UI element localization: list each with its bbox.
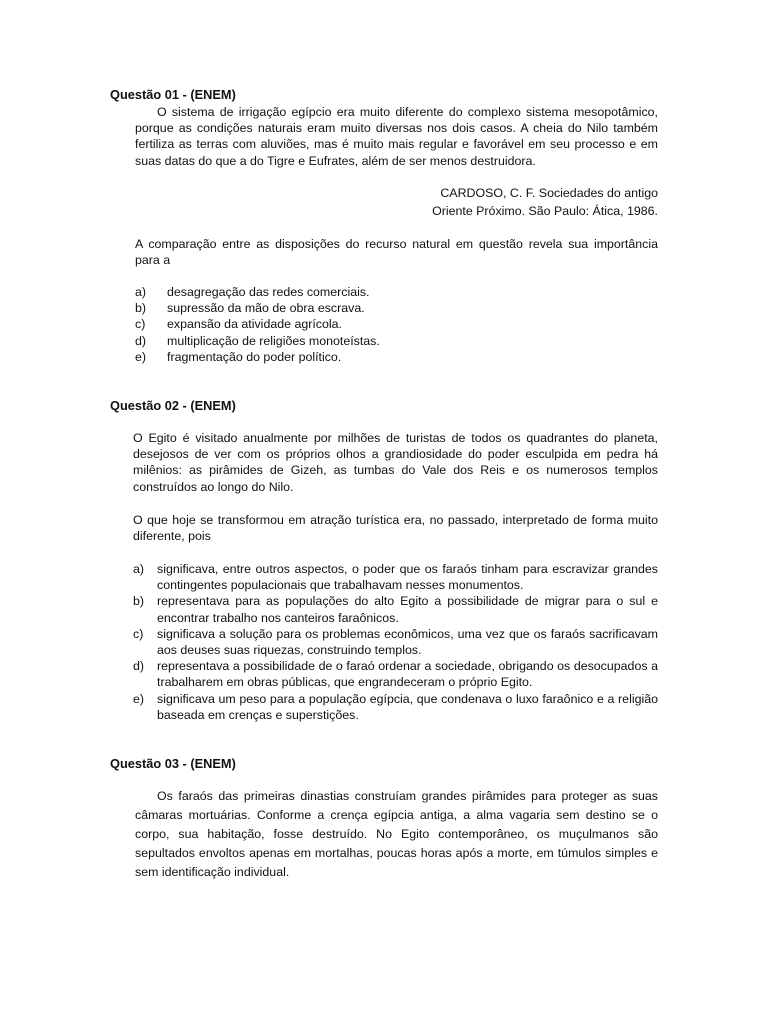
question-01-citation-line-1: CARDOSO, C. F. Sociedades do antigo — [440, 186, 658, 200]
question-01-title: Questão 01 - (ENEM) — [110, 87, 236, 102]
option-e[interactable] — [133, 691, 658, 723]
question-02-prompt: O que hoje se transformou em atração turística era, no passado, interpretado de forma muito diferente, pois — [133, 513, 658, 544]
option-letter: e) — [135, 349, 147, 364]
option-d[interactable] — [135, 333, 658, 349]
question-01-citation-line-2: Oriente Próximo. São Paulo: Ática, 1986. — [432, 204, 658, 218]
option-text: fragmentação do poder político. — [167, 349, 342, 364]
question-01-prompt: A comparação entre as disposições do recurso natural em questão revela sua importância para a — [135, 237, 658, 268]
option-a[interactable] — [135, 284, 658, 300]
question-03-text: Os faraós das primeiras dinastias construíam grandes pirâmides para proteger as suas câmaras mortuárias. Conforme a crença egípcia antiga, a alma vagaria sem destino se o corpo, sua habitação, fosse destruído. No Egito contemporâneo, os muçulmanos são sepultados envoltos apenas em mortalhas, poucas horas após a morte, em túmulos simples e sem identificação individual. — [135, 789, 658, 879]
option-letter: c) — [135, 317, 146, 332]
option-b[interactable] — [133, 593, 658, 625]
question-02-title: Questão 02 - (ENEM) — [110, 398, 236, 413]
option-letter: c) — [133, 626, 144, 641]
question-03-title: Questão 03 - (ENEM) — [110, 756, 236, 771]
option-letter: d) — [135, 333, 147, 348]
option-c[interactable] — [135, 316, 658, 332]
option-letter: d) — [133, 659, 145, 674]
option-text: expansão da atividade agrícola. — [167, 317, 342, 332]
option-d[interactable] — [133, 658, 658, 690]
option-c[interactable] — [133, 626, 658, 658]
question-02-options — [133, 561, 658, 723]
option-letter: b) — [133, 594, 145, 609]
option-text: supressão da mão de obra escrava. — [167, 301, 365, 316]
option-text: significava a solução para os problemas econômicos, uma vez que os faraós sacrificavam aos deuses suas riquezas, construindo templos. — [157, 626, 658, 658]
question-02-text: O Egito é visitado anualmente por milhões de turistas de todos os quadrantes do planeta, desejosos de ver com os próprios olhos a grandiosidade do poder esculpida em pedra há milênios: as pirâmides de Gizeh, as tumbas do Vale dos Reis e os numerosos templos construídos ao longo do Nilo. — [133, 431, 658, 494]
option-text: representava para as populações do alto Egito a possibilidade de migrar para o sul e encontrar trabalho nos canteiros faraônicos. — [157, 594, 658, 625]
option-letter: e) — [133, 691, 145, 706]
option-b[interactable] — [135, 300, 658, 316]
option-text: desagregação das redes comerciais. — [167, 285, 370, 299]
option-a[interactable] — [133, 561, 658, 593]
question-01-options — [135, 284, 658, 365]
option-text: representava a possibilidade de o faraó ordenar a sociedade, obrigando os desocupados a trabalharem em obras públicas, que engrandeceram o próprio Egito. — [157, 659, 658, 690]
option-letter: a) — [133, 562, 145, 576]
option-e[interactable] — [135, 349, 658, 365]
option-letter: a) — [135, 285, 147, 299]
option-text: significava um peso para a população egípcia, que condenava o luxo faraônico e a religião baseada em crenças e superstições. — [157, 691, 658, 722]
option-letter: b) — [135, 301, 147, 316]
option-text: multiplicação de religiões monoteístas. — [167, 333, 380, 348]
option-text: significava, entre outros aspectos, o poder que os faraós tinham para escravizar grandes contingentes populacionais que trabalhavam nesses monumentos. — [157, 562, 658, 593]
question-01-text: O sistema de irrigação egípcio era muito diferente do complexo sistema mesopotâmico, porque as condições naturais eram muito diversas nos dois casos. A cheia do Nilo também fertiliza as terras com aluviões, mas é muito mais regular e favorável em seu processo e em suas datas do que a do Tigre e Eufrates, além de ser menos destruidora. — [135, 105, 658, 168]
